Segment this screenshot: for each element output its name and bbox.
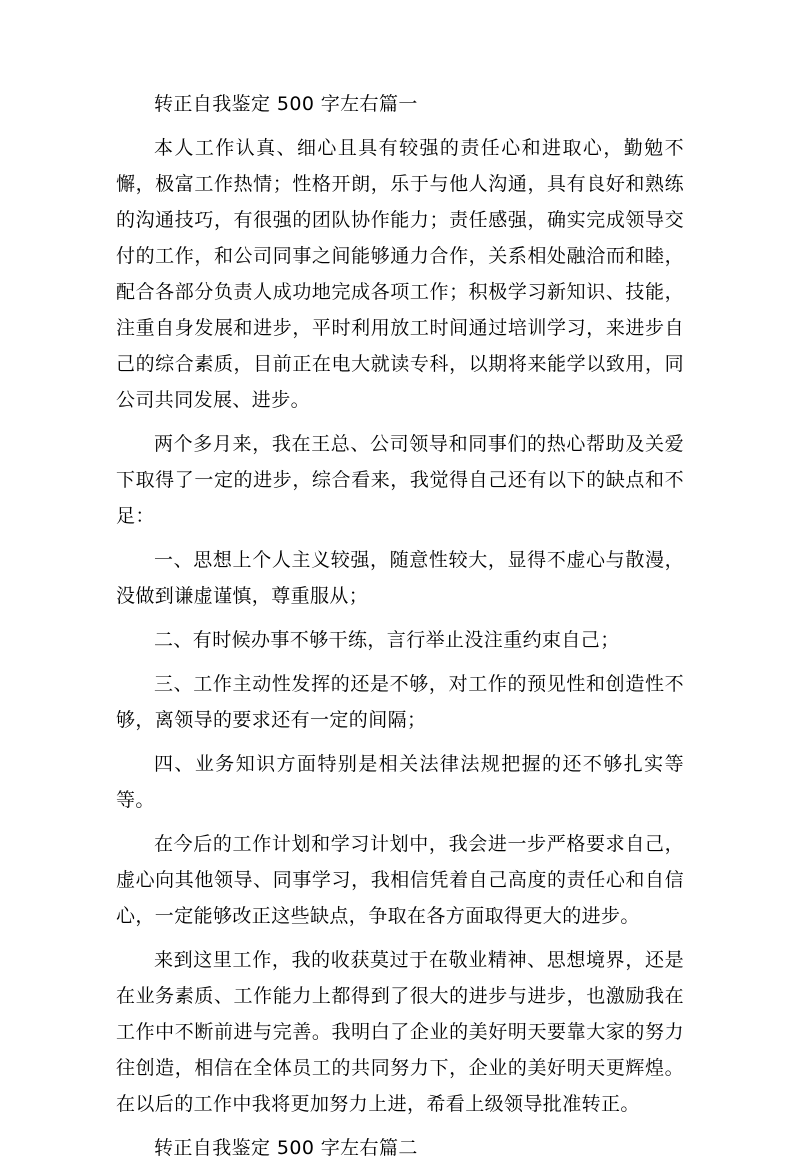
document-heading-2: 转正自我鉴定 500 字左右篇二 (154, 1137, 418, 1159)
document-page (116, 86, 684, 1174)
paragraph-8: 来到这里工作，我的收获莫过于在敬业精神、思想境界，还是在业务素质、工作能力上都得到了很大的进步与进步，也激励我在工作中不断前进与完善。我明白了企业的美好明天要靠大家的努力往创造，相信在全体员工的共同努力下，企业的美好明天更辉煌。在以后的工作中我将更加努力上进，希看上级领导批准转正。 (116, 949, 684, 1115)
paragraph-4: 二、有时候办事不够干练，言行举止没注重约束自己； (154, 629, 620, 651)
paragraph-5: 三、工作主动性发挥的还是不够，对工作的预见性和创造性不够，离领导的要求还有一定的间隔； (116, 673, 684, 731)
paragraph-3: 一、思想上个人主义较强，随意性较大，显得不虚心与散漫，没做到谦虚谨慎，尊重服从； (116, 549, 684, 607)
paragraph-1: 本人工作认真、细心且具有较强的责任心和进取心，勤勉不懈，极富工作热情；性格开朗，乐于与他人沟通，具有良好和熟练的沟通技巧，有很强的团队协作能力；责任感强，确实完成领导交付的工作，和公司同事之间能够通力合作，关系相处融洽而和睦，配合各部分负责人成功地完成各项工作；积极学习新知识、技能，注重自身发展和进步，平时利用放工时间通过培训学习，来进步自己的综合素质，目前正在电大就读专科，以期将来能学以致用，同公司共同发展、进步。 (116, 137, 684, 411)
paragraph-6: 四、业务知识方面特别是相关法律法规把握的还不够扎实等等。 (116, 753, 684, 811)
paragraph-7: 在今后的工作计划和学习计划中，我会进一步严格要求自己，虚心向其他领导、同事学习，我相信凭着自己高度的责任心和自信心，一定能够改正这些缺点，争取在各方面取得更大的进步。 (116, 833, 684, 927)
document-heading-1: 转正自我鉴定 500 字左右篇一 (154, 93, 418, 115)
paragraph-2: 两个多月来，我在王总、公司领导和同事们的热心帮助及关爱下取得了一定的进步，综合看来，我觉得自己还有以下的缺点和不足： (116, 433, 684, 527)
